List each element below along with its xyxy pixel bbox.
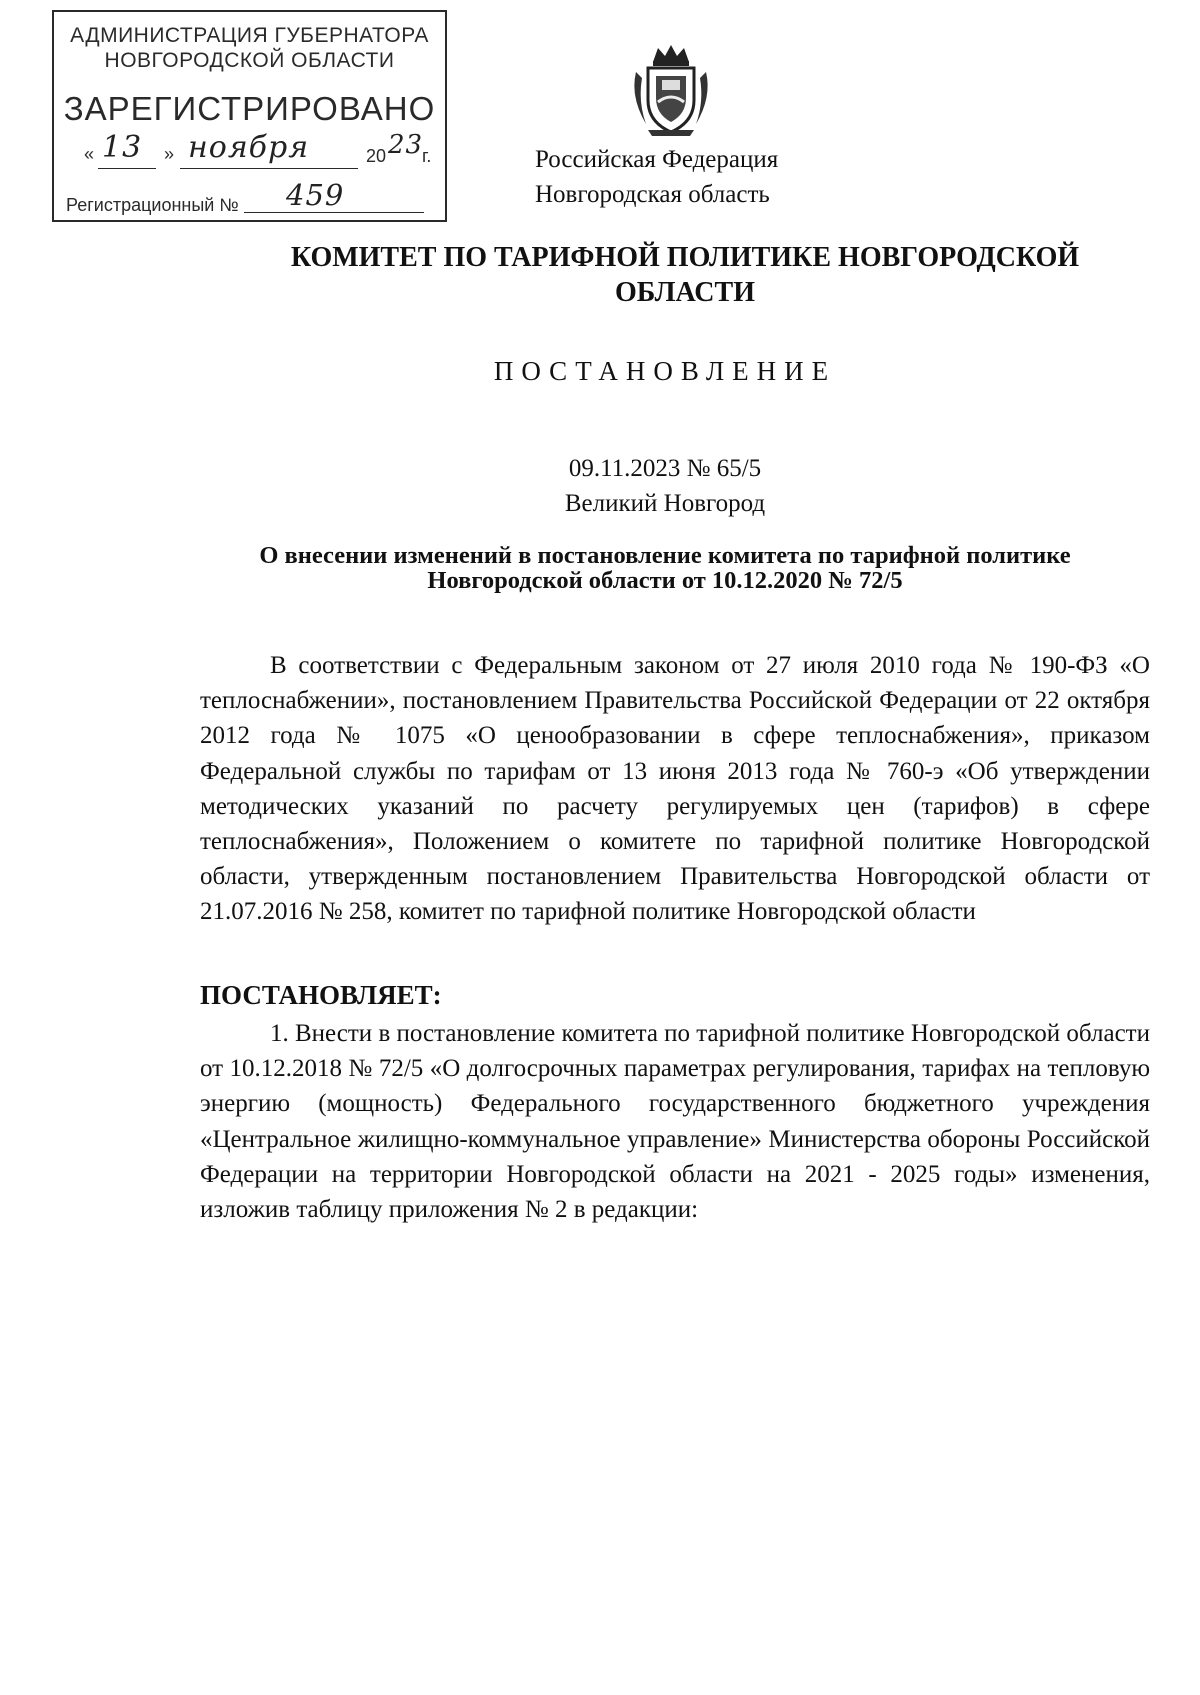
novgorod-coat-of-arms-icon (628, 42, 714, 138)
stamp-registration-number: 459 (286, 178, 345, 212)
stamp-registered-label: ЗАРЕГИСТРИРОВАНО (63, 90, 436, 127)
registration-stamp (52, 10, 447, 222)
stamp-year-prefix: 20 (366, 146, 387, 166)
document-subject: О внесении изменений в постановление комитета по тарифной политике Новгородской области от 10.12.2020 № 72/5 (259, 542, 1071, 594)
federation-block (535, 142, 835, 212)
committee-title: КОМИТЕТ ПО ТАРИФНОЙ ПОЛИТИКЕ НОВГОРОДСКОЙ ОБЛАСТИ (290, 242, 1080, 308)
document-type: ПОСТАНОВЛЕНИЕ (493, 356, 837, 386)
stamp-month: ноября (188, 130, 310, 165)
stamp-region-line: НОВГОРОДСКОЙ ОБЛАСТИ (104, 49, 395, 72)
stamp-year-unit: г. (422, 146, 432, 166)
stamp-year-suffix: 23 (388, 130, 424, 160)
decree-heading: ПОСТАНОВЛЯЕТ: (200, 980, 442, 1010)
country-name: Российская Федерация (535, 146, 779, 173)
stamp-registration-number-label: Регистрационный № (66, 195, 239, 215)
stamp-date-row: « 13 » ноября 20 23 г. (84, 134, 425, 174)
stamp-administration-line: АДМИНИСТРАЦИЯ ГУБЕРНАТОРА (70, 24, 429, 47)
document-city: Великий Новгород (564, 490, 766, 517)
decree-item-1: 1. Внести в постановление комитета по тарифной политике Новгородской области от 10.12.2018 № 72/5 «О долгосрочных параметрах регулирования, тарифах на тепловую энергию (мощность) Федерального государственного бюджетного учреждения «Центральное жилищно-коммунальное управление» Министерства обороны Российской Федерации на территории Новгородской области на 2021 - 2025 годы» изменения, изложив таблицу приложения № 2 в редакции: (200, 1020, 1150, 1224)
document-date-number: 09.11.2023 № 65/5 (568, 455, 762, 482)
region-name: Новгородская область (535, 181, 770, 208)
stamp-day: 13 (102, 130, 143, 165)
preamble-paragraph: В соответствии с Федеральным законом от 27 июля 2010 года № 190-ФЗ «О теплоснабжении», постановлением Правительства Российской Федерации от 22 октября 2012 года № 1075 «О ценообразовании в сфере теплоснабжения», приказом Федеральной службы по тарифам от 13 июня 2013 года № 760-э «Об утверждении методических указаний по расчету регулируемых цен (тарифов) в сфере теплоснабжения», Положением о комитете по тарифной политике Новгородской области, утвержденным постановлением Правительства Новгородской области от 21.07.2016 № 258, комитет по тарифной политике Новгородской области (200, 652, 1150, 926)
